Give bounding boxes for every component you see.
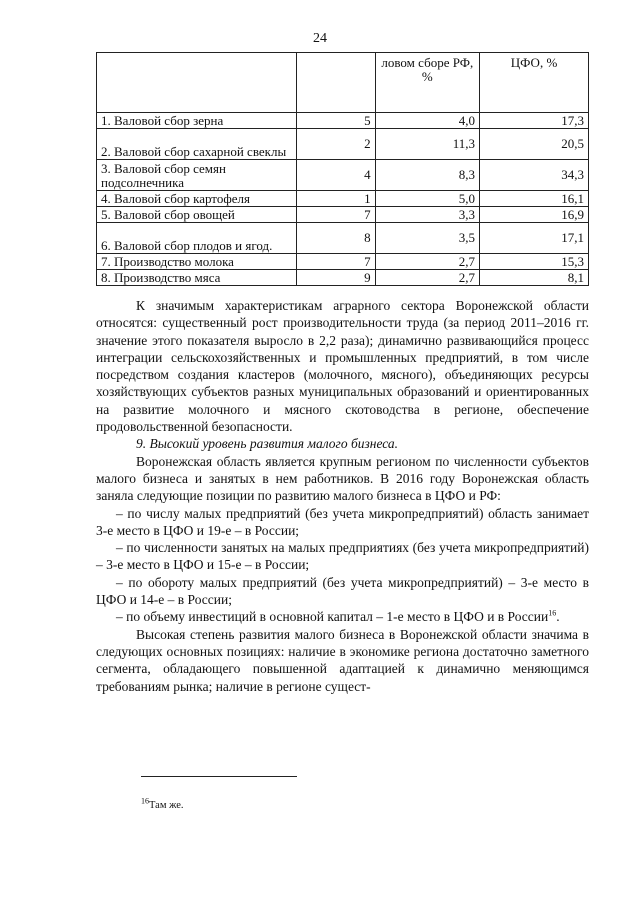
header-cell-indicator (97, 53, 297, 113)
share-cfo-cell: 16,1 (480, 191, 589, 207)
header-cell-share-cfo: ЦФО, % (480, 53, 589, 113)
list-item: – по числу малых предприятий (без учета микропредприятий) область занимает 3-е место в ЦФО и 19-е – в России; (96, 505, 589, 538)
rank-cell: 8 (297, 223, 375, 254)
table-row (97, 191, 589, 207)
rank-cell: 1 (297, 191, 375, 207)
table-row (97, 207, 589, 223)
share-rf-cell: 2,7 (375, 254, 479, 270)
list-item: – по обороту малых предприятий (без учета микропредприятий) – 3-е место в ЦФО и 14-е – в России; (96, 574, 589, 608)
share-rf-cell: 3,3 (375, 207, 479, 223)
footnote-text: Там же. (149, 800, 184, 811)
indicator-cell: 2. Валовой сбор сахарной свеклы (97, 129, 297, 160)
data-table (96, 52, 589, 286)
indicator-cell: 1. Валовой сбор зерна (97, 113, 297, 129)
footnote-divider (141, 776, 297, 777)
share-cfo-cell: 17,3 (480, 113, 589, 129)
footnote (141, 796, 184, 811)
rank-cell: 9 (297, 270, 375, 286)
list-item-end: . (556, 609, 560, 625)
indicator-cell: 7. Производство молока (97, 254, 297, 270)
table-row (97, 113, 589, 129)
table-row (97, 223, 589, 254)
table-row (97, 160, 589, 191)
share-cfo-cell: 17,1 (480, 223, 589, 254)
list-item (96, 608, 589, 625)
rank-cell: 2 (297, 129, 375, 160)
paragraph-significance: Высокая степень развития малого бизнеса в Воронежской области значима в следующих основных позициях: наличие в экономике региона достаточно заметного сегмента, обладающего повышенной адаптацией к динамично меняющимся требованиям рынка; наличие в регионе сущест- (96, 626, 589, 694)
share-rf-cell: 2,7 (375, 270, 479, 286)
body-text (96, 297, 589, 695)
share-rf-cell: 11,3 (375, 129, 479, 160)
rank-cell: 7 (297, 207, 375, 223)
page-number: 24 (313, 31, 327, 46)
share-rf-cell: 3,5 (375, 223, 479, 254)
paragraph-small-business: Воронежская область является крупным регионом по численности субъектов малого бизнеса и занятых в нем работников. В 2016 году Воронежская область заняла следующие позиции по развитию малого бизнеса в ЦФО и РФ: (96, 453, 589, 504)
indicator-cell: 4. Валовой сбор картофеля (97, 191, 297, 207)
section-heading: 9. Высокий уровень развития малого бизнеса. (136, 436, 399, 452)
table-header-row (97, 53, 589, 113)
share-rf-cell: 8,3 (375, 160, 479, 191)
indicator-cell: 6. Валовой сбор плодов и ягод. (97, 223, 297, 254)
indicator-cell: 8. Производство мяса (97, 270, 297, 286)
rank-cell: 5 (297, 113, 375, 129)
rank-cell: 4 (297, 160, 375, 191)
footnote-mark: 16 (141, 796, 149, 806)
paragraph-agrarian: К значимым характеристикам аграрного сектора Воронежской области относятся: существенный рост производительности труда (за период 2011–2016 гг. значение этого показателя выросло в 2,2 раза); динамично развивающийся процесс интеграции сельскохозяйственных и промышленных предприятий, в том числе посредством создания кластеров (молочного, мясного), объединяющих ресурсы хозяйствующих субъектов разных муниципальных образований и ориентированных на развитие молочного и мясного скотоводства в регионе, обеспечение продовольственной безопасности. (96, 298, 589, 435)
share-rf-cell: 5,0 (375, 191, 479, 207)
share-cfo-cell: 34,3 (480, 160, 589, 191)
list-item-text: – по объему инвестиций в основной капитал – 1-е место в ЦФО и в России (116, 609, 549, 625)
rank-cell: 7 (297, 254, 375, 270)
list-item: – по численности занятых на малых предприятиях (без учета микропредприятий) – 3-е место в ЦФО и 15-е – в России; (96, 540, 589, 573)
share-cfo-cell: 15,3 (480, 254, 589, 270)
indicator-cell: 3. Валовой сбор семян подсолнечника (97, 160, 297, 191)
share-rf-cell: 4,0 (375, 113, 479, 129)
table-row (97, 270, 589, 286)
share-cfo-cell: 16,9 (480, 207, 589, 223)
footnote-ref: 16 (548, 608, 557, 618)
header-cell-share-rf: ловом сборе РФ, % (375, 53, 479, 113)
indicator-cell: 5. Валовой сбор овощей (97, 207, 297, 223)
table-row (97, 129, 589, 160)
header-cell-rank (297, 53, 375, 113)
share-cfo-cell: 20,5 (480, 129, 589, 160)
table-row (97, 254, 589, 270)
share-cfo-cell: 8,1 (480, 270, 589, 286)
